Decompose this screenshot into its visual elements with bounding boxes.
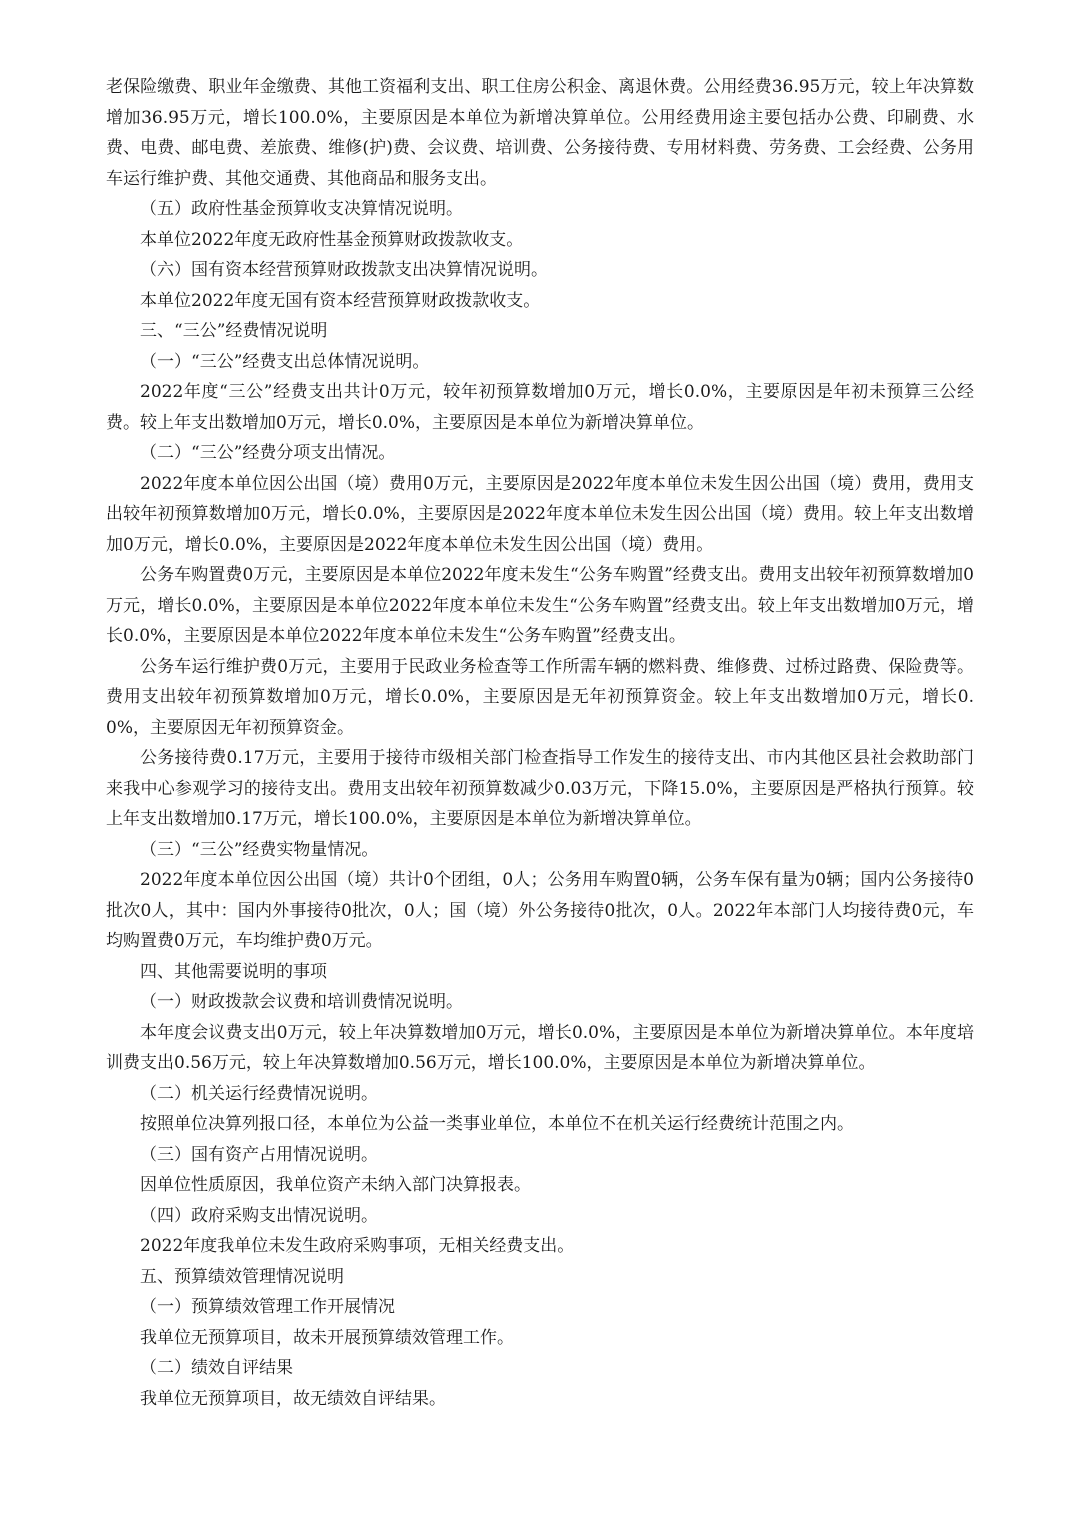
section-heading-other-matters: 四、其他需要说明的事项 bbox=[140, 961, 327, 982]
paragraph-self-evaluation: 我单位无预算项目，故无绩效自评结果。 bbox=[140, 1388, 446, 1409]
paragraph-procurement: 2022年度我单位未发生政府采购事项，无相关经费支出。 bbox=[140, 1236, 575, 1256]
paragraph-meeting-training: 本年度会议费支出0万元，较上年决算数增加0万元，增长0.0%，主要原因是本单位为新增决算单位。本年度培训费支出0.56万元，较上年决算数增加0.56万元，增长100.0%，主要原因是本单位为新增决算单位。 bbox=[106, 1022, 974, 1073]
paragraph-reception: 公务接待费0.17万元，主要用于接待市级相关部门检查指导工作发生的接待支出、市内其他区县社会救助部门来我中心参观学习的接待支出。费用支出较年初预算数减少0.03万元，下降15.0%，主要原因是严格执行预算。较上年支出数增加0.17万元，增长100.0%，主要原因是本单位为新增决算单位。 bbox=[106, 748, 974, 829]
heading-agency-operation: （二）机关运行经费情况说明。 bbox=[140, 1083, 378, 1104]
heading-state-assets: （三）国有资产占用情况说明。 bbox=[140, 1144, 378, 1165]
heading-performance-work: （一）预算绩效管理工作开展情况 bbox=[140, 1297, 395, 1317]
paragraph-vehicle-maintenance: 公务车运行维护费0万元，主要用于民政业务检查等工作所需车辆的燃料费、维修费、过桥过路费、保险费等。费用支出较年初预算数增加0万元，增长0.0%，主要原因是无年初预算资金。较上年支出数增加0万元，增长0.0%，主要原因无年初预算资金。 bbox=[106, 656, 974, 738]
heading-meeting-training: （一）财政拨款会议费和培训费情况说明。 bbox=[140, 992, 463, 1012]
paragraph-three-public-overall: 2022年度“三公”经费支出共计0万元，较年初预算数增加0万元，增长0.0%，主要原因是年初未预算三公经费。较上年支出数增加0万元，增长0.0%，主要原因是本单位为新增决算单位。 bbox=[106, 382, 974, 433]
paragraph-overseas-travel: 2022年度本单位因公出国（境）费用0万元，主要原因是2022年度本单位未发生因公出国（境）费用，费用支出较年初预算数增加0万元，增长0.0%，主要原因是2022年度本单位未发生因公出国（境）费用。较上年支出数增加0万元，增长0.0%，主要原因是2022年度本单位未发生因公出国（境）费用。 bbox=[106, 473, 974, 555]
paragraph-physical-quantity: 2022年度本单位因公出国（境）共计0个团组，0人；公务用车购置0辆，公务车保有量为0辆；国内公务接待0批次0人，其中：国内外事接待0批次，0人；国（境）外公务接待0批次，0人。2022年本部门人均接待费0元，车均购置费0万元，车均维护费0万元。 bbox=[106, 870, 974, 951]
document-body bbox=[106, 72, 974, 1414]
heading-three-public-itemized: （二）“三公”经费分项支出情况。 bbox=[140, 443, 396, 463]
paragraph-public-expense-continued: 老保险缴费、职业年金缴费、其他工资福利支出、职工住房公积金、离退休费。公用经费36.95万元，较上年决算数增加36.95万元，增长100.0%，主要原因是本单位为新增决算单位。公用经费用途主要包括办公费、印刷费、水费、电费、邮电费、差旅费、维修(护)费、会议费、培训费、公务接待费、专用材料费、劳务费、工会经费、公务用车运行维护费、其他交通费、其他商品和服务支出。 bbox=[106, 77, 974, 189]
heading-three-public-overall: （一）“三公”经费支出总体情况说明。 bbox=[140, 351, 430, 372]
paragraph-vehicle-purchase: 公务车购置费0万元，主要原因是本单位2022年度未发生“公务车购置”经费支出。费用支出较年初预算数增加0万元，增长0.0%，主要原因是本单位2022年度本单位未发生“公务车购置”经费支出。较上年支出数增加0万元，增长0.0%，主要原因是本单位2022年度本单位未发生“公务车购置”经费支出。 bbox=[106, 565, 974, 646]
heading-government-fund: （五）政府性基金预算收支决算情况说明。 bbox=[140, 199, 463, 219]
heading-physical-quantity: （三）“三公”经费实物量情况。 bbox=[140, 839, 379, 860]
paragraph-state-assets: 因单位性质原因，我单位资产未纳入部门决算报表。 bbox=[140, 1175, 531, 1195]
paragraph-state-capital: 本单位2022年度无国有资本经营预算财政拨款收支。 bbox=[140, 290, 541, 311]
paragraph-government-fund: 本单位2022年度无政府性基金预算财政拨款收支。 bbox=[140, 229, 524, 250]
section-heading-three-public: 三、“三公”经费情况说明 bbox=[140, 321, 328, 341]
heading-procurement: （四）政府采购支出情况说明。 bbox=[140, 1205, 378, 1226]
paragraph-performance-work: 我单位无预算项目，故未开展预算绩效管理工作。 bbox=[140, 1327, 514, 1348]
heading-state-capital: （六）国有资本经营预算财政拨款支出决算情况说明。 bbox=[140, 260, 548, 280]
paragraph-agency-operation: 按照单位决算列报口径，本单位为公益一类事业单位，本单位不在机关运行经费统计范围之内。 bbox=[140, 1114, 854, 1134]
heading-self-evaluation: （二）绩效自评结果 bbox=[140, 1358, 293, 1378]
section-heading-performance: 五、预算绩效管理情况说明 bbox=[140, 1266, 344, 1287]
